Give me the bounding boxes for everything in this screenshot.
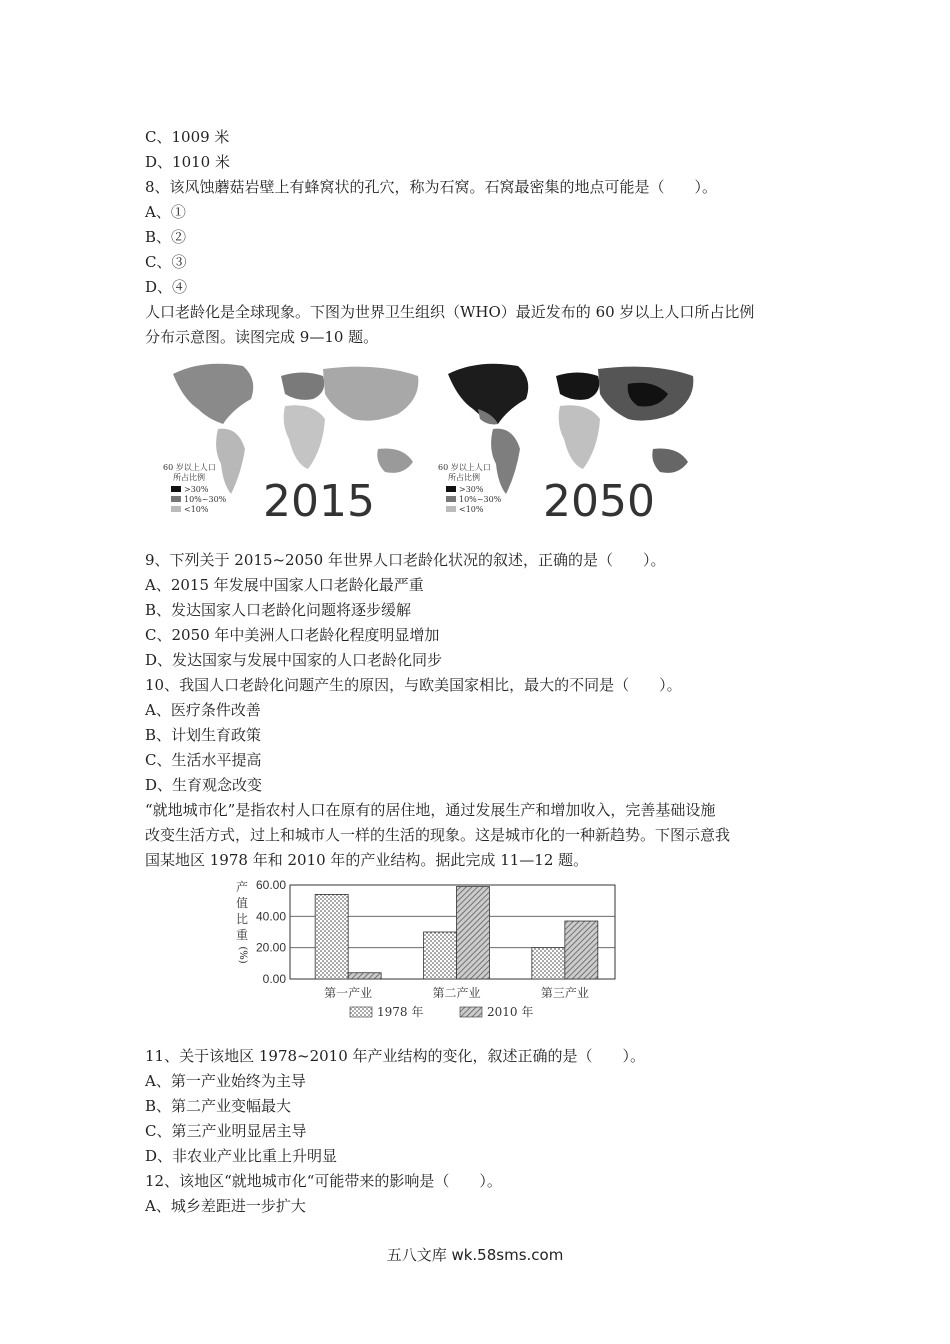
legend-swatch-low <box>446 506 456 512</box>
option-a-q8: A、① <box>145 203 186 221</box>
question-10: 10、我国人口老龄化问题产生的原因，与欧美国家相比，最大的不同是（ ）。 <box>145 676 682 694</box>
map-2015 <box>163 354 433 524</box>
x-category-label: 第二产业 <box>432 986 481 1000</box>
y-tick-label: 20.00 <box>255 940 286 955</box>
option-b-q10: B、计划生育政策 <box>145 726 262 744</box>
passage-urbanization-line-1: “就地城市化”是指农村人口在原有的居住地，通过发展生产和增加收入，完善基础设施 <box>145 801 716 819</box>
x-category-label: 第三产业 <box>540 986 589 1000</box>
map-year-2050: 2050 <box>543 476 655 524</box>
legend-label: 2010 年 <box>487 1005 534 1019</box>
bar-2010 <box>565 921 598 979</box>
y-axis-label-char: 比 <box>235 912 249 926</box>
option-a-q11: A、第一产业始终为主导 <box>145 1072 306 1090</box>
legend-swatch <box>350 1007 372 1017</box>
legend-2015 <box>163 462 227 514</box>
legend-swatch <box>460 1007 482 1017</box>
legend-title-line-2: 所占比例 <box>173 473 205 482</box>
y-tick-label: 60.00 <box>255 878 286 892</box>
passage-urbanization-line-2: 改变生活方式，过上和城市人一样的生活的现象。这是城市化的一种新趋势。下图示意我 <box>145 826 731 844</box>
bar-1978 <box>315 894 348 979</box>
bar-1978 <box>424 932 457 979</box>
y-axis-label-char: 产 <box>235 880 249 894</box>
legend-swatch-high <box>446 486 456 492</box>
y-axis-label-char: 值 <box>235 896 249 910</box>
bar-1978 <box>532 948 565 979</box>
option-a-q10: A、医疗条件改善 <box>145 701 261 719</box>
passage-urbanization-line-3: 国某地区 1978 年和 2010 年的产业结构。据此完成 11—12 题。 <box>145 851 589 869</box>
legend-swatch-mid <box>446 496 456 502</box>
x-category-label: 第一产业 <box>324 986 373 1000</box>
passage-aging-line-2: 分布示意图。读图完成 9—10 题。 <box>145 328 379 346</box>
option-d-q7: D、1010 米 <box>145 153 230 171</box>
option-c-q11: C、第三产业明显居主导 <box>145 1122 307 1140</box>
legend-title-line-1: 60 岁以上人口 <box>163 463 216 472</box>
legend-title-line-1: 60 岁以上人口 <box>438 463 491 472</box>
option-c-q10: C、生活水平提高 <box>145 751 262 769</box>
bar-2010 <box>457 887 490 979</box>
option-d-q11: D、非农业产业比重上升明显 <box>145 1147 338 1165</box>
y-tick-label: 40.00 <box>255 909 286 924</box>
question-12: 12、该地区“就地城市化“可能带来的影响是（ ）。 <box>145 1172 502 1190</box>
aging-world-maps <box>163 354 718 524</box>
question-11: 11、关于该地区 1978~2010 年产业结构的变化，叙述正确的是（ ）。 <box>145 1047 646 1065</box>
legend-2050 <box>438 462 502 514</box>
option-a-q9: A、2015 年发展中国家人口老龄化最严重 <box>145 576 424 594</box>
bar-2010 <box>348 973 381 979</box>
map-2050 <box>438 354 708 524</box>
option-c-q9: C、2050 年中美洲人口老龄化程度明显增加 <box>145 626 440 644</box>
footer-watermark: 五八文库 wk.58sms.com <box>386 1246 564 1264</box>
option-c-q8: C、③ <box>145 253 187 271</box>
legend-low-label: <10% <box>184 505 209 514</box>
y-tick-label: 0.00 <box>262 972 286 986</box>
legend-low-label: <10% <box>459 505 484 514</box>
legend-swatch-mid <box>171 496 181 502</box>
y-axis-label-unit: (%) <box>237 946 248 964</box>
map-year-2015: 2015 <box>263 476 375 524</box>
question-8: 8、该风蚀蘑菇岩壁上有蜂窝状的孔穴，称为石窝。石窝最密集的地点可能是（ ）。 <box>145 178 718 196</box>
legend-swatch-low <box>171 506 181 512</box>
option-d-q8: D、④ <box>145 278 188 296</box>
option-d-q10: D、生育观念改变 <box>145 776 263 794</box>
legend-swatch-high <box>171 486 181 492</box>
legend-title-line-2: 所占比例 <box>448 473 480 482</box>
option-b-q8: B、② <box>145 228 187 246</box>
legend-label: 1978 年 <box>377 1005 424 1019</box>
y-axis-label-char: 重 <box>235 928 249 942</box>
legend-mid-label: 10%~30% <box>184 495 227 504</box>
option-c-q7: C、1009 米 <box>145 128 230 146</box>
option-d-q9: D、发达国家与发展中国家的人口老龄化同步 <box>145 651 443 669</box>
passage-aging-line-1: 人口老龄化是全球现象。下图为世界卫生组织（WHO）最近发布的 60 岁以上人口所占比例 <box>145 303 755 321</box>
industry-structure-chart <box>228 870 628 1030</box>
option-b-q9: B、发达国家人口老龄化问题将逐步缓解 <box>145 601 412 619</box>
legend-high-label: >30% <box>184 485 209 494</box>
option-b-q11: B、第二产业变幅最大 <box>145 1097 292 1115</box>
legend-mid-label: 10%~30% <box>459 495 502 504</box>
question-9: 9、下列关于 2015~2050 年世界人口老龄化状况的叙述，正确的是（ ）。 <box>145 551 666 569</box>
option-a-q12: A、城乡差距进一步扩大 <box>145 1197 306 1215</box>
legend-high-label: >30% <box>459 485 484 494</box>
